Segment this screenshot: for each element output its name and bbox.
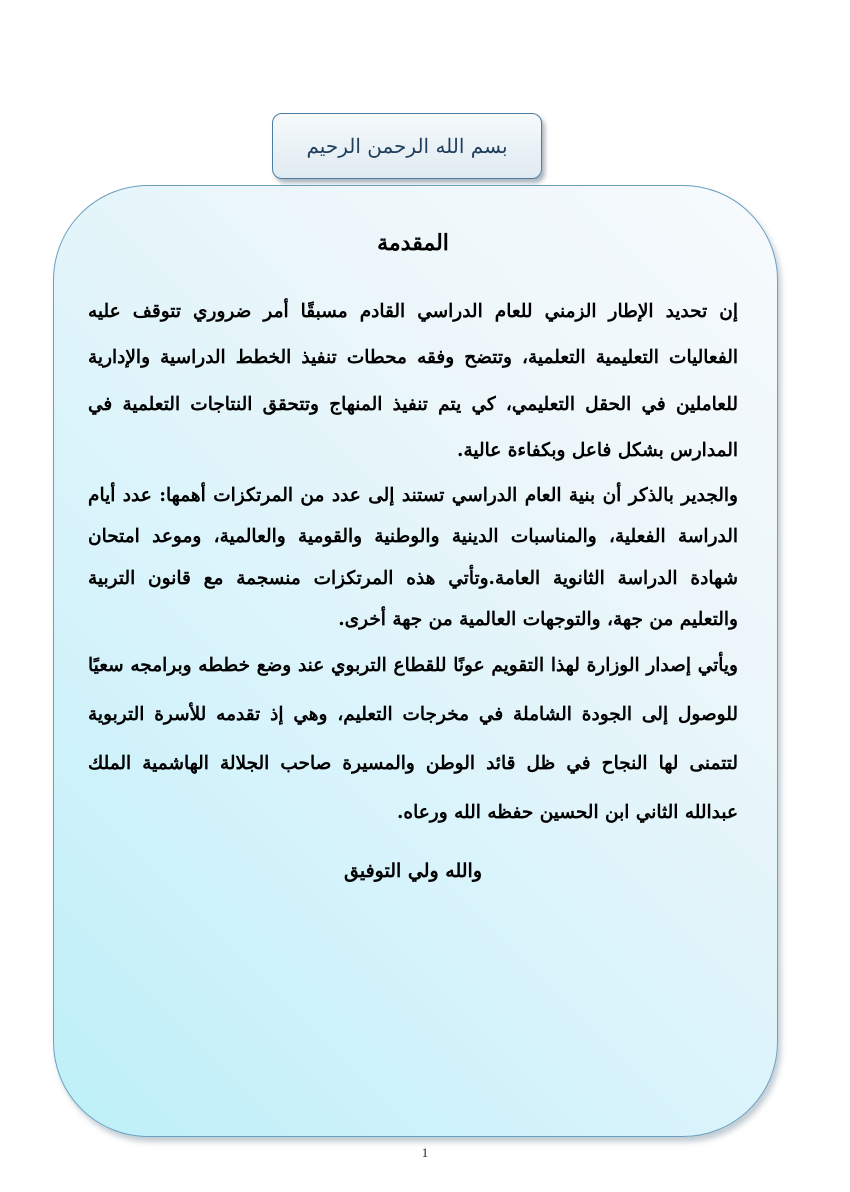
- closing-line: والله ولي التوفيق: [343, 859, 483, 882]
- basmala-box: [272, 113, 542, 179]
- paragraph-3: ويأتي إصدار الوزارة لهذا التقويم عونًا للقطاع التربوي عند وضع خططه وبرامجه سعيًا للوصول إلى الجودة الشاملة في مخرجات التعليم، وهي إذ تقدمه للأسرة التربوية لتتمنى لها النجاح في ظل قائد الوطن والمسيرة صاحب الجلالة الهاشمية الملك عبدالله الثاني ابن الحسين حفظه الله ورعاه.: [88, 654, 738, 823]
- page-number: 1: [421, 1145, 429, 1160]
- basmala-text: بسم الله الرحمن الرحيم: [306, 134, 508, 158]
- paragraph-2: والجدير بالذكر أن بنية العام الدراسي تستند إلى عدد من المرتكزات أهمها: عدد أيام الدراسة الفعلية، والمناسبات الدينية والوطنية والقومية والعالمية، وموعد امتحان شهادة الدراسة الثانوية العامة.وتأتي هذه المرتكزات منسجمة مع قانون التربية والتعليم من جهة، والتوجهات العالمية من جهة أخرى.: [88, 484, 738, 631]
- introduction-content: [88, 228, 738, 885]
- paragraph-1: إن تحديد الإطار الزمني للعام الدراسي القادم مسبقًا أمر ضروري تتوقف عليه الفعاليات التعليمية التعلمية، وتتضح وفقه محطات تنفيذ الخطط الدراسية والإدارية للعاملين في الحقل التعليمي، كي يتم تنفيذ المنهاج وتتحقق النتاجات التعلمية في المدارس بشكل فاعل وبكفاءة عالية.: [88, 300, 738, 462]
- section-title: المقدمة: [377, 230, 449, 256]
